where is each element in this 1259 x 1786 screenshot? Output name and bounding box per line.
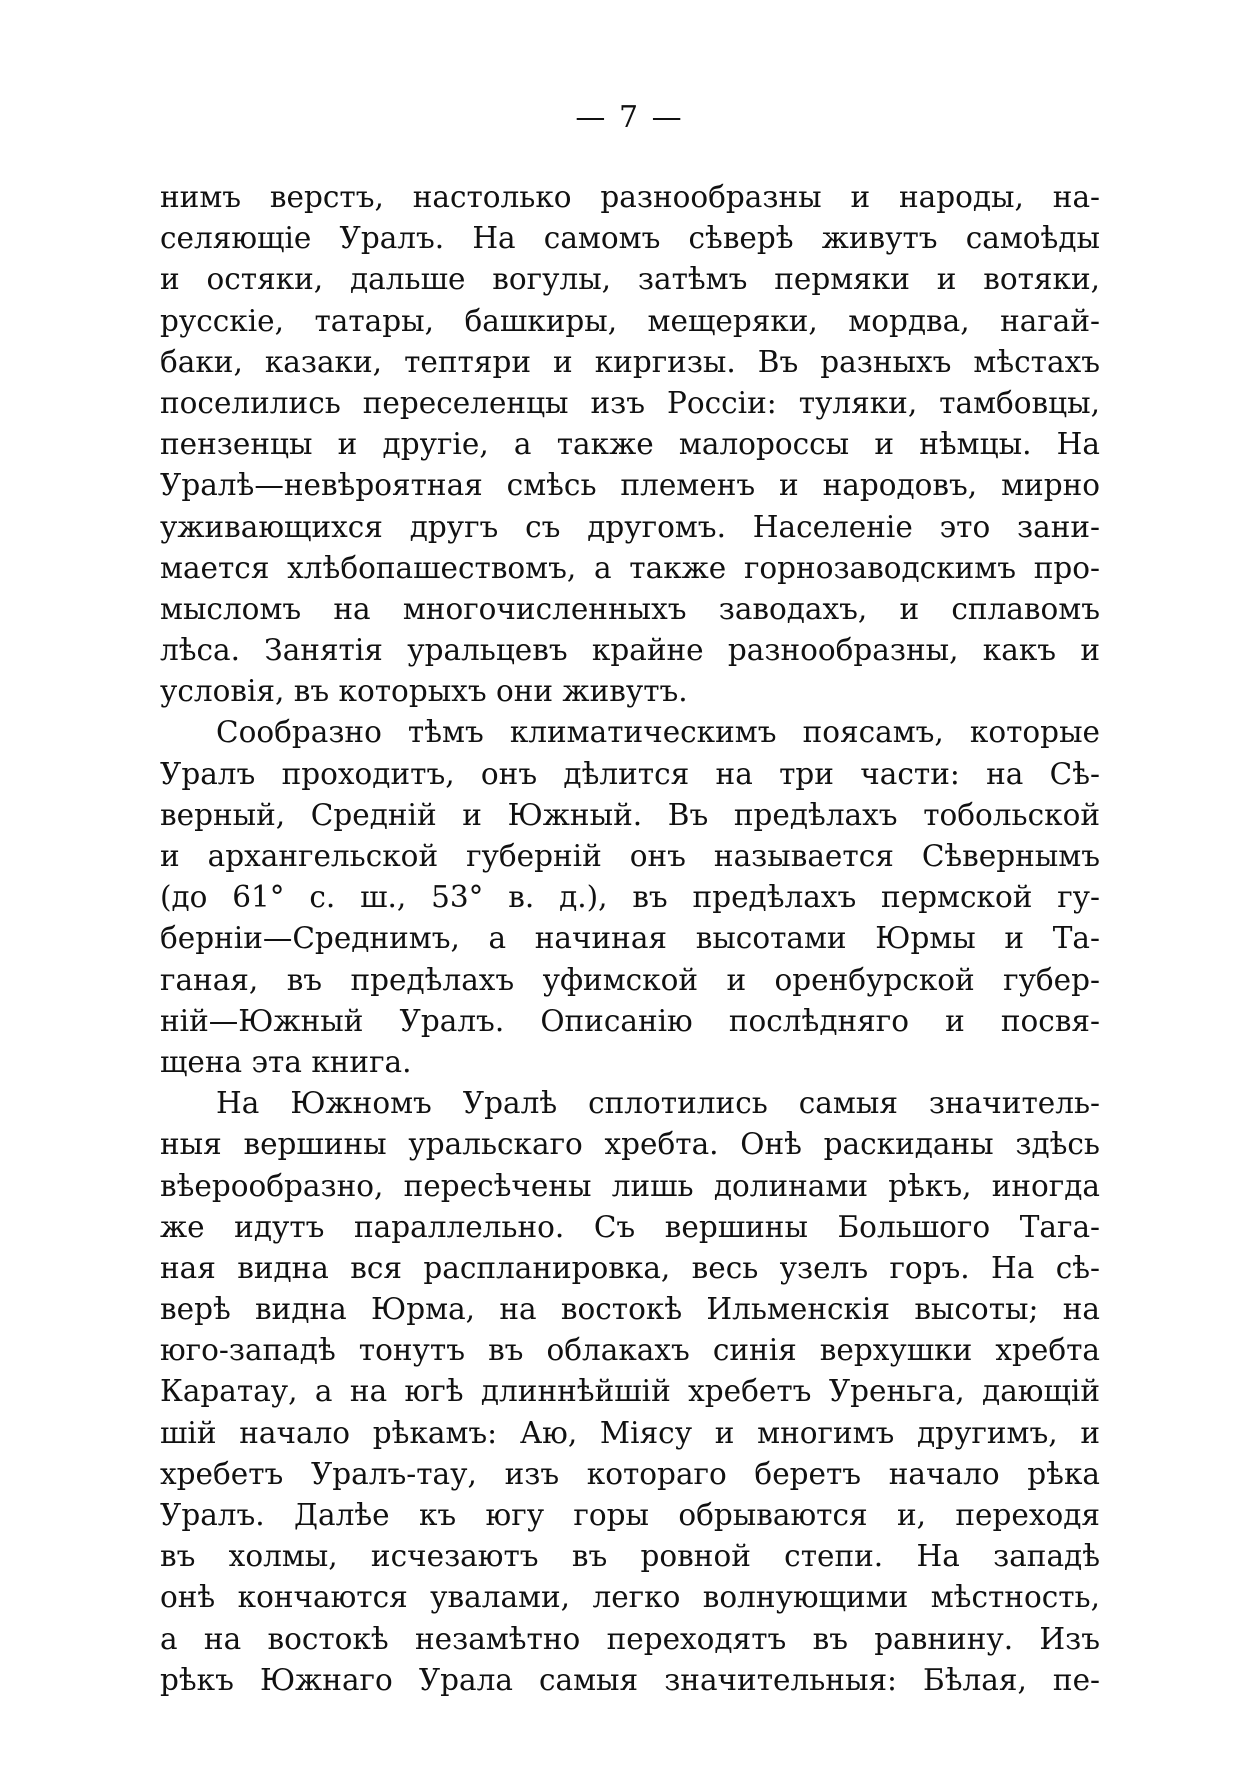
body-text — [160, 177, 1100, 1701]
text-line: берніи—Среднимъ, а начиная высотами Юрмы и Та- — [160, 921, 1100, 956]
text-line: селяющіе Уралъ. На самомъ сѣверѣ живутъ самоѣды — [160, 221, 1100, 256]
text-line: уживающихся другъ съ другомъ. Населеніе это зани- — [160, 509, 1100, 544]
text-line: Каратау, а на югѣ длиннѣйшій хребетъ Уреньга, дающій — [160, 1374, 1100, 1409]
text-line: и остяки, дальше вогулы, затѣмъ пермяки и вотяки, — [160, 262, 1100, 297]
text-line: мается хлѣбопашествомъ, а также горнозаводскимъ про- — [160, 550, 1100, 585]
page-number: — 7 — — [575, 100, 684, 135]
text-line: ная видна вся распланировка, весь узелъ горъ. На сѣ- — [160, 1250, 1100, 1285]
text-line: въ холмы, исчезаютъ въ ровной степи. На западѣ — [160, 1539, 1100, 1574]
text-line: На Южномъ Уралѣ сплотились самыя значитель- — [216, 1086, 1100, 1121]
text-line: рѣкъ Южнаго Урала самыя значительныя: Бѣлая, пе- — [160, 1662, 1100, 1697]
text-line: ныя вершины уральскаго хребта. Онѣ раскиданы здѣсь — [160, 1127, 1100, 1162]
text-line: и архангельской губерній онъ называется Сѣвернымъ — [160, 839, 1100, 873]
text-line: мысломъ на многочисленныхъ заводахъ, и сплавомъ — [160, 591, 1100, 626]
text-line: ній—Южный Уралъ. Описанію послѣдняго и посвя- — [160, 1003, 1100, 1038]
text-line: поселились переселенцы изъ Россіи: туляки, тамбовцы, — [160, 385, 1100, 420]
text-line: условія, въ которыхъ они живутъ. — [160, 674, 688, 709]
text-line: юго-западѣ тонутъ въ облакахъ синія верхушки хребта — [160, 1333, 1100, 1368]
text-line: Уралъ. Далѣе къ югу горы обрываются и, переходя — [160, 1498, 1100, 1532]
text-line: пензенцы и другіе, а также малороссы и нѣмцы. На — [160, 427, 1100, 462]
text-line: щена эта книга. — [160, 1044, 412, 1079]
text-line: русскіе, татары, башкиры, мещеряки, мордва, нагай- — [160, 303, 1100, 338]
text-line: а на востокѣ незамѣтно переходятъ въ равнину. Изъ — [160, 1621, 1100, 1656]
text-line: Сообразно тѣмъ климатическимъ поясамъ, которые — [216, 715, 1100, 750]
text-line: шій начало рѣкамъ: Аю, Міясу и многимъ другимъ, и — [160, 1415, 1100, 1450]
text-line: ганая, въ предѣлахъ уфимской и оренбурской губер- — [160, 962, 1100, 997]
text-line: баки, казаки, тептяри и киргизы. Въ разныхъ мѣстахъ — [160, 344, 1100, 379]
text-line: верѣ видна Юрма, на востокѣ Ильменскія высоты; на — [160, 1292, 1100, 1327]
text-line: Уралъ проходитъ, онъ дѣлится на три части: на Сѣ- — [160, 756, 1100, 791]
text-line: (до 61° с. ш., 53° в. д.), въ предѣлахъ пермской гу- — [160, 880, 1100, 915]
text-line: онѣ кончаются увалами, легко волнующими мѣстность, — [160, 1580, 1100, 1615]
text-line: вѣерообразно, пересѣчены лишь долинами рѣкъ, иногда — [160, 1168, 1100, 1203]
text-line: хребетъ Уралъ-тау, изъ котораго беретъ начало рѣка — [160, 1456, 1100, 1491]
text-line: же идутъ параллельно. Съ вершины Большого Тага- — [160, 1209, 1100, 1244]
text-line: верный, Средній и Южный. Въ предѣлахъ тобольской — [160, 797, 1100, 832]
text-line: Уралѣ—невѣроятная смѣсь племенъ и народовъ, мирно — [160, 468, 1100, 503]
text-line: лѣса. Занятія уральцевъ крайне разнообразны, какъ и — [160, 633, 1100, 668]
text-line: нимъ верстъ, настолько разнообразны и народы, на- — [160, 180, 1100, 214]
